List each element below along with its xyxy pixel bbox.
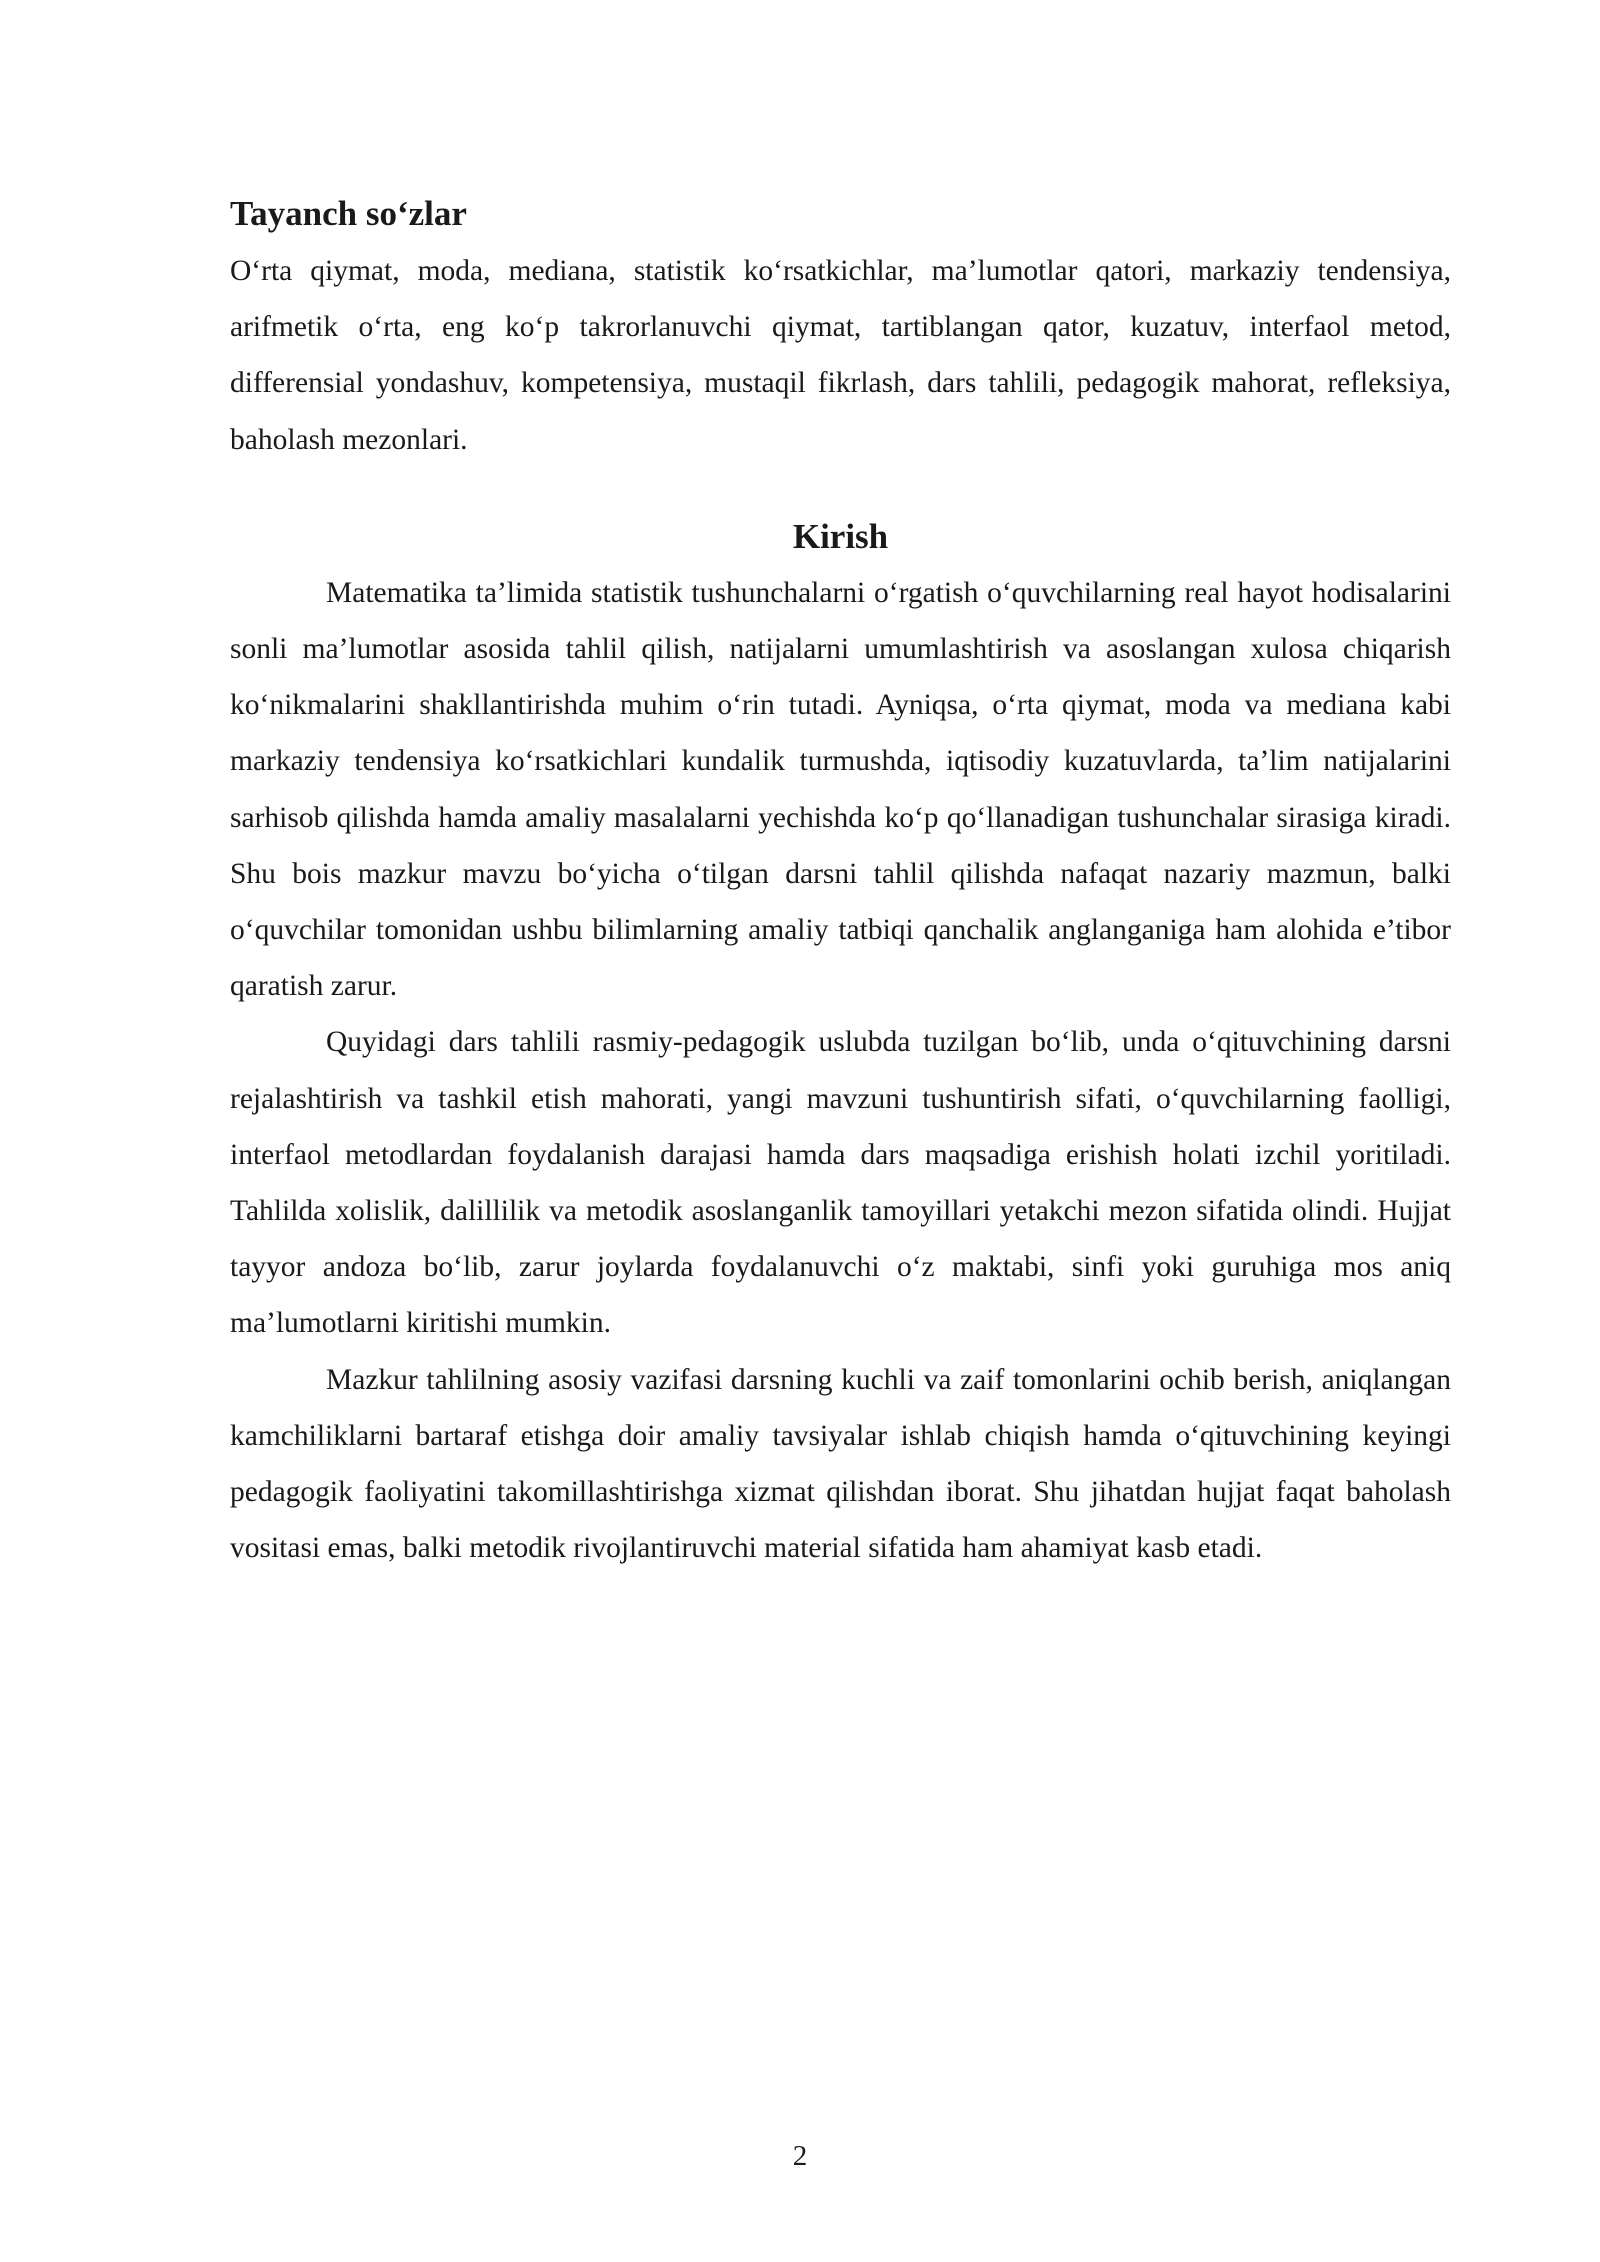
- page-number: 2: [792, 2140, 808, 2172]
- intro-paragraph-2: Quyidagi dars tahlili rasmiy-pedagogik uslubda tuzilgan bo‘lib, unda o‘qituvchining darsni rejalashtirish va tashkil etish mahorati, yangi mavzuni tushuntirish sifati, o‘quvchilarning faolligi, interfaol metodlardan foydalanish darajasi hamda dars maqsadiga erishish holati izchil yoritiladi. Tahlilda xolislik, dalillilik va metodik asoslanganlik tamoyillari yetakchi mezon sifatida olindi. Hujjat tayyor andoza bo‘lib, zarur joylarda foydalanuvchi o‘z maktabi, sinfi yoki guruhiga mos aniq ma’lumotlarni kiritishi mumkin.: [230, 1026, 1451, 1340]
- keywords-text: O‘rta qiymat, moda, mediana, statistik ko‘rsatkichlar, ma’lumotlar qatori, markaziy tendensiya, arifmetik o‘rta, eng ko‘p takrorlanuvchi qiymat, tartiblangan qator, kuzatuv, interfaol metod, differensial yondashuv, kompetensiya, mustaqil fikrlash, dars tahlili, pedagogik mahorat, refleksiya, baholash mezonlari.: [230, 255, 1451, 456]
- intro-paragraph-3: Mazkur tahlilning asosiy vazifasi darsning kuchli va zaif tomonlarini ochib berish, aniqlangan kamchiliklarni bartaraf etishga doir amaliy tavsiyalar ishlab chiqish hamda o‘qituvchining keyingi pedagogik faoliyatini takomillashtirishga xizmat qilishdan iborat. Shu jihatdan hujjat faqat baholash vositasi emas, balki metodik rivojlantiruvchi material sifatida ham ahamiyat kasb etadi.: [230, 1363, 1451, 1565]
- intro-heading: Kirish: [792, 516, 889, 556]
- intro-paragraph-1: Matematika ta’limida statistik tushunchalarni o‘rgatish o‘quvchilarning real hayot hodisalarini sonli ma’lumotlar asosida tahlil qilish, natijalarni umumlashtirish va asoslangan xulosa chiqarish ko‘nikmalarini shakllantirishda muhim o‘rin tutadi. Ayniqsa, o‘rta qiymat, moda va mediana kabi markaziy tendensiya ko‘rsatkichlari kundalik turmushda, iqtisodiy kuzatuvlarda, ta’lim natijalarini sarhisob qilishda hamda amaliy masalalarni yechishda ko‘p qo‘llanadigan tushunchalar sirasiga kiradi. Shu bois mazkur mavzu bo‘yicha o‘tilgan darsni tahlil qilishda nafaqat nazariy mazmun, balki o‘quvchilar tomonidan ushbu bilimlarning amaliy tatbiqi qanchalik anglanganiga ham alohida e’tibor qaratish zarur.: [230, 576, 1451, 1003]
- page-content: [230, 192, 1451, 1576]
- keywords-heading: Tayanch so‘zlar: [230, 194, 467, 233]
